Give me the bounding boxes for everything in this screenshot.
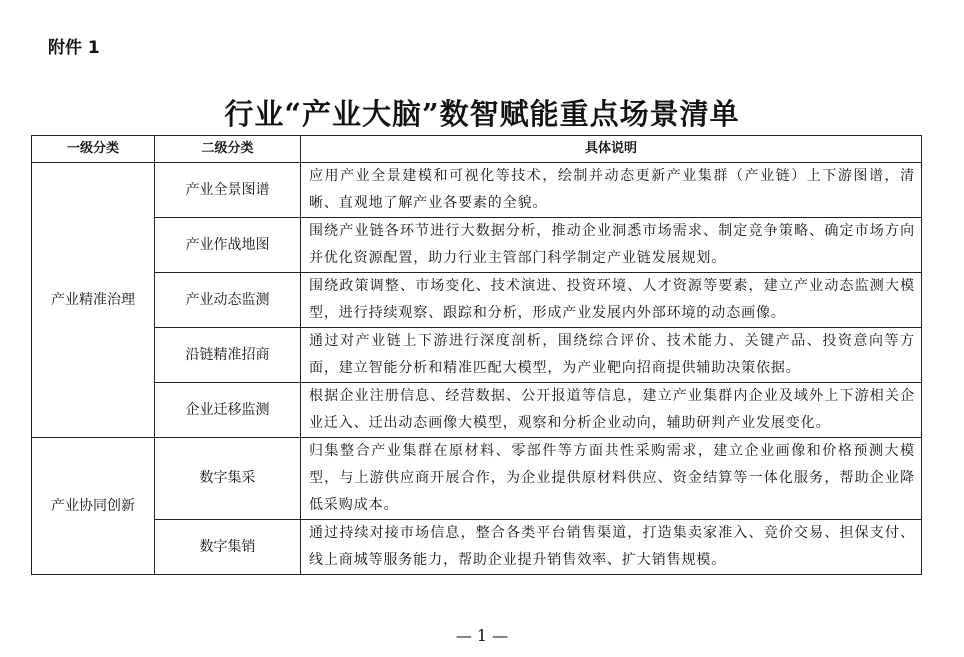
- table-row: [32, 273, 922, 328]
- header-level2: 二级分类: [155, 136, 301, 163]
- level1-cell: 产业协同创新: [32, 438, 155, 575]
- level2-cell: 产业作战地图: [155, 218, 301, 273]
- desc-cell: 应用产业全景建模和可视化等技术，绘制并动态更新产业集群（产业链）上下游图谱，清晰、直观地了解产业各要素的全貌。: [301, 163, 922, 218]
- level2-cell: 数字集销: [155, 520, 301, 575]
- document-title: 行业“产业大脑”数智赋能重点场景清单: [224, 97, 740, 131]
- desc-cell: 通过持续对接市场信息，整合各类平台销售渠道，打造集卖家准入、竞价交易、担保支付、线上商城等服务能力，帮助企业提升销售效率、扩大销售规模。: [301, 520, 922, 575]
- desc-cell: 根据企业注册信息、经营数据、公开报道等信息，建立产业集群内企业及域外上下游相关企业迁入、迁出动态画像大模型，观察和分析企业动向，辅助研判产业发展变化。: [301, 383, 922, 438]
- level1-cell: 产业精准治理: [32, 163, 155, 438]
- header-desc: 具体说明: [301, 136, 922, 163]
- desc-cell: 围绕政策调整、市场变化、技术演进、投资环境、人才资源等要素，建立产业动态监测大模型，进行持续观察、跟踪和分析，形成产业发展内外部环境的动态画像。: [301, 273, 922, 328]
- table-row: [32, 383, 922, 438]
- header-level1: 一级分类: [32, 136, 155, 163]
- table-row: [32, 438, 922, 520]
- level2-cell: 企业迁移监测: [155, 383, 301, 438]
- desc-cell: 归集整合产业集群在原材料、零部件等方面共性采购需求，建立企业画像和价格预测大模型，与上游供应商开展合作，为企业提供原材料供应、资金结算等一体化服务，帮助企业降低采购成本。: [301, 438, 922, 520]
- level2-cell: 产业动态监测: [155, 273, 301, 328]
- level2-cell: 产业全景图谱: [155, 163, 301, 218]
- table-row: [32, 163, 922, 218]
- level2-cell: 数字集采: [155, 438, 301, 520]
- scenario-table: [31, 135, 922, 575]
- page-number: — 1 —: [455, 626, 509, 645]
- attachment-label: 附件 1: [48, 38, 100, 58]
- table-header-row: [32, 136, 922, 163]
- table-row: [32, 520, 922, 575]
- table-row: [32, 218, 922, 273]
- level2-cell: 沿链精准招商: [155, 328, 301, 383]
- table-row: [32, 328, 922, 383]
- desc-cell: 围绕产业链各环节进行大数据分析，推动企业洞悉市场需求、制定竞争策略、确定市场方向并优化资源配置，助力行业主管部门科学制定产业链发展规划。: [301, 218, 922, 273]
- desc-cell: 通过对产业链上下游进行深度剖析，围绕综合评价、技术能力、关键产品、投资意向等方面，建立智能分析和精准匹配大模型，为产业靶向招商提供辅助决策依据。: [301, 328, 922, 383]
